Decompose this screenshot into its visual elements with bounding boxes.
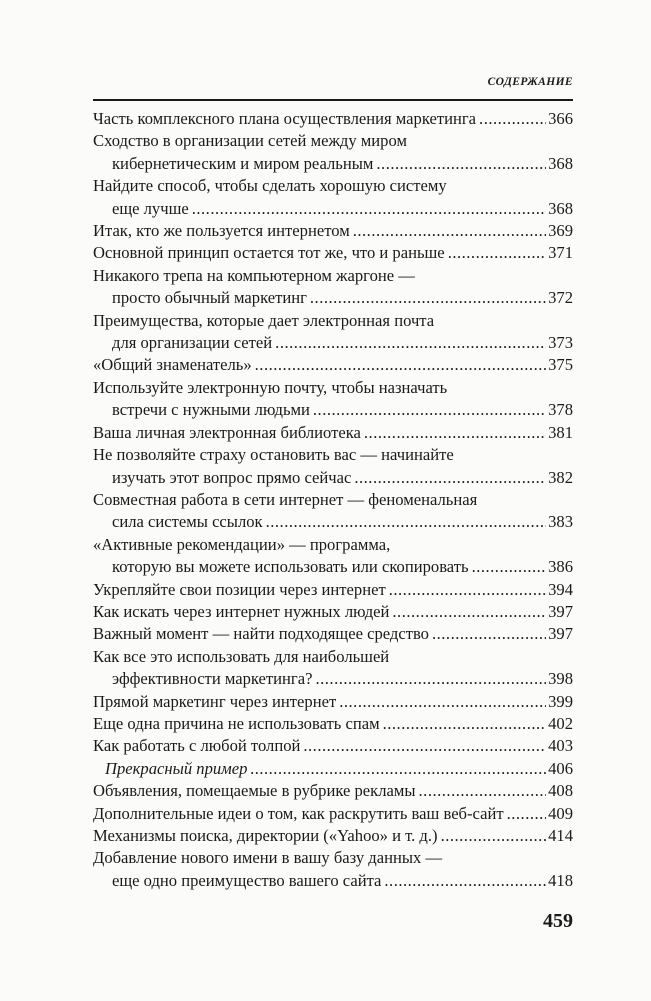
toc-line (93, 713, 573, 735)
toc-line (93, 220, 573, 242)
dot-leader (472, 556, 547, 578)
toc-entry-title: просто обычный маркетинг (112, 288, 307, 308)
toc-entry (93, 108, 573, 130)
toc-page-number: 368 (548, 153, 573, 173)
toc-entry-title: Никакого трепа на компьютерном жаргоне — (93, 265, 415, 285)
toc-page-number: 378 (548, 400, 573, 420)
toc-entry-title: которую вы можете использовать или скопировать (112, 557, 469, 577)
toc-entry-title: «Активные рекомендации» — программа, (93, 534, 391, 554)
toc-entry (93, 780, 573, 802)
toc-entry-title: изучать этот вопрос прямо сейчас (112, 467, 352, 487)
toc-entry-title: Сходство в организации сетей между миром (93, 131, 407, 151)
toc-entry-title: Совместная работа в сети интернет — феноменальная (93, 489, 478, 509)
toc-entry (93, 735, 573, 757)
toc-entry (93, 377, 573, 422)
toc-line (93, 108, 573, 130)
toc-page-number: 397 (548, 601, 573, 621)
toc-entry (93, 601, 573, 623)
dot-leader (303, 735, 546, 757)
toc-entry-title: «Общий знаменатель» (93, 355, 252, 375)
toc-page-number: 406 (548, 758, 573, 778)
toc-line (93, 601, 573, 623)
dot-leader (313, 399, 546, 421)
toc-entry-title: Дополнительные идеи о том, как раскрутить ваш веб-сайт (93, 803, 504, 823)
toc-entry (93, 130, 573, 175)
toc-entry (93, 265, 573, 310)
toc-page-number: 371 (548, 243, 573, 263)
toc-line (93, 803, 573, 825)
toc-line (93, 198, 573, 220)
dot-leader (364, 422, 546, 444)
dot-leader (339, 691, 546, 713)
toc-entry-title: Преимущества, которые дает электронная почта (93, 310, 435, 330)
toc-entry-title: Укрепляйте свои позиции через интернет (93, 579, 386, 599)
dot-leader (354, 467, 546, 489)
toc-line (93, 354, 573, 376)
dot-leader (507, 803, 547, 825)
header-rule (93, 99, 573, 101)
toc-page-number: 382 (548, 467, 573, 487)
toc-page-number: 375 (548, 355, 573, 375)
toc-page-number: 399 (548, 691, 573, 711)
toc-line (93, 511, 573, 533)
toc-page-number: 368 (548, 198, 573, 218)
toc-entry (93, 489, 573, 534)
toc-line (93, 175, 573, 197)
toc-line (93, 668, 573, 690)
toc-line (93, 579, 573, 601)
toc-line (93, 422, 573, 444)
dot-leader (479, 108, 546, 130)
toc-page-number: 373 (548, 333, 573, 353)
toc-entry-title: Прямой маркетинг через интернет (93, 691, 337, 711)
toc-entry-title: еще одно преимущество вашего сайта (112, 870, 382, 890)
toc-entry-title: еще лучше (112, 198, 189, 218)
toc-entry (93, 847, 573, 892)
toc-entry-title: Не позволяйте страху остановить вас — начинайте (93, 445, 454, 465)
toc-line (93, 556, 573, 578)
toc-line (93, 623, 573, 645)
toc-page-number: 381 (548, 422, 573, 442)
toc-entry-title: Еще одна причина не использовать спам (93, 713, 380, 733)
dot-leader (419, 780, 547, 802)
toc-page-number: 369 (548, 221, 573, 241)
dot-leader (389, 579, 546, 601)
toc-entry-title: встречи с нужными людьми (112, 400, 310, 420)
toc-line (93, 287, 573, 309)
toc-entry-title: кибернетическим и миром реальным (112, 153, 374, 173)
dot-leader (255, 354, 546, 376)
toc-entry (93, 623, 573, 645)
toc-entry-title: Найдите способ, чтобы сделать хорошую систему (93, 176, 447, 196)
toc-entry-title: Важный момент — найти подходящее средство (93, 624, 429, 644)
toc-entry (93, 691, 573, 713)
dot-leader (441, 825, 547, 847)
toc-line (93, 825, 573, 847)
toc-entry-title: Как все это использовать для наибольшей (93, 646, 390, 666)
toc-entry-title: Как искать через интернет нужных людей (93, 601, 390, 621)
dot-leader (383, 713, 547, 735)
dot-leader (353, 220, 546, 242)
table-of-contents (93, 108, 573, 892)
toc-page-number: 414 (548, 826, 573, 845)
toc-entry (93, 444, 573, 489)
toc-page-number: 366 (548, 109, 573, 128)
toc-line (93, 310, 573, 332)
running-head: СОДЕРЖАНИЕ (487, 76, 573, 88)
toc-line (93, 444, 573, 466)
toc-line (93, 130, 573, 152)
toc-page-number: 403 (548, 736, 573, 756)
toc-entry-title: Основной принцип остается тот же, что и раньше (93, 243, 445, 263)
toc-line (93, 377, 573, 399)
toc-entry (93, 220, 573, 242)
toc-entry-title: Прекрасный пример (105, 758, 248, 778)
toc-line (93, 870, 573, 892)
toc-page-number: 372 (548, 288, 573, 308)
toc-page-number: 383 (548, 512, 573, 532)
toc-entry-title: Итак, кто же пользуется интернетом (93, 221, 350, 241)
toc-entry (93, 825, 573, 847)
toc-entry (93, 175, 573, 220)
toc-entry (93, 310, 573, 355)
toc-page-number: 394 (548, 579, 573, 599)
page-number: 459 (543, 910, 573, 932)
toc-entry-title: эффективности маркетинга? (112, 669, 313, 689)
toc-entry-title: Механизмы поиска, директории («Yahoo» и т. д.) (93, 826, 438, 845)
dot-leader (275, 332, 546, 354)
toc-page-number: 408 (548, 781, 573, 801)
dot-leader (192, 198, 546, 220)
toc-entry (93, 803, 573, 825)
toc-entry-title: Часть комплексного плана осуществления маркетинга (93, 109, 477, 128)
toc-line (93, 153, 573, 175)
toc-line (93, 691, 573, 713)
toc-entry-title: сила системы ссылок (112, 512, 263, 532)
toc-entry-title: для организации сетей (112, 333, 273, 353)
toc-page-number: 409 (548, 803, 573, 823)
toc-line (93, 780, 573, 802)
dot-leader (250, 758, 546, 780)
toc-line (93, 758, 573, 780)
toc-entry (93, 579, 573, 601)
toc-page-number: 418 (548, 870, 573, 890)
toc-line (93, 399, 573, 421)
toc-line (93, 242, 573, 264)
toc-page-number: 386 (548, 557, 573, 577)
toc-line (93, 332, 573, 354)
dot-leader (392, 601, 546, 623)
toc-entry-title: Используйте электронную почту, чтобы назначать (93, 377, 448, 397)
dot-leader (376, 153, 546, 175)
toc-page-number: 398 (548, 669, 573, 689)
toc-entry-title: Ваша личная электронная библиотека (93, 422, 361, 442)
dot-leader (315, 668, 546, 690)
toc-line (93, 735, 573, 757)
dot-leader (310, 287, 546, 309)
toc-entry (93, 758, 573, 780)
toc-line (93, 646, 573, 668)
toc-entry (93, 713, 573, 735)
toc-entry (93, 422, 573, 444)
toc-entry (93, 534, 573, 579)
toc-entry-title: Как работать с любой толпой (93, 736, 301, 756)
toc-line (93, 847, 573, 869)
toc-line (93, 489, 573, 511)
dot-leader (266, 511, 547, 533)
toc-entry (93, 646, 573, 691)
dot-leader (384, 870, 546, 892)
toc-entry-title: Объявления, помещаемые в рубрике рекламы (93, 781, 416, 801)
toc-line (93, 265, 573, 287)
dot-leader (448, 242, 546, 264)
toc-entry-title: Добавление нового имени в вашу базу данных — (93, 848, 443, 868)
toc-page-number: 397 (548, 624, 573, 644)
toc-page-number: 402 (548, 713, 573, 733)
toc-entry (93, 242, 573, 264)
toc-line (93, 467, 573, 489)
toc-line (93, 534, 573, 556)
dot-leader (432, 623, 546, 645)
toc-entry (93, 354, 573, 376)
